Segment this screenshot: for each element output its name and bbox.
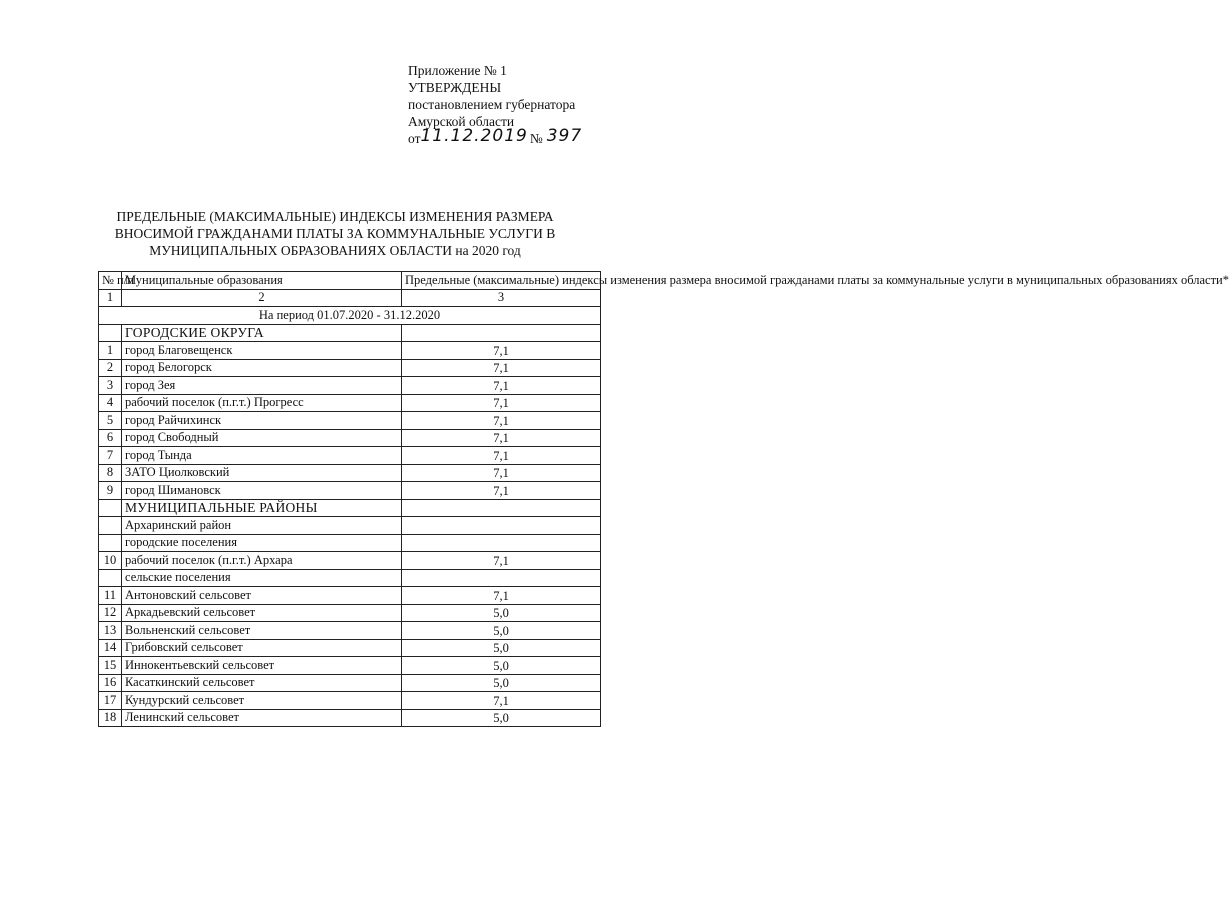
appendix-label: Приложение № 1 — [408, 63, 507, 78]
from-label: от — [408, 131, 421, 146]
municipality-name: Кундурский сельсовет — [122, 692, 402, 710]
table-row — [99, 569, 601, 587]
municipality-name: Грибовский сельсовет — [122, 639, 402, 657]
indices-table — [98, 271, 1229, 727]
header-row — [99, 272, 601, 290]
index-value: 5,0 — [402, 604, 601, 622]
row-number: 5 — [99, 412, 122, 430]
row-number: 15 — [99, 657, 122, 675]
table-row — [99, 587, 601, 605]
index-value: 5,0 — [402, 622, 601, 640]
table-row — [99, 342, 601, 360]
table-row — [99, 692, 601, 710]
date-number-line — [408, 126, 583, 147]
row-number: 2 — [99, 359, 122, 377]
header-number: № п/п — [99, 272, 122, 290]
municipality-name: город Зея — [122, 377, 402, 395]
header-index: Предельные (максимальные) индексы изменения размера вносимой гражданами платы за коммунальные услуги в муниципальных образованиях области* — [402, 272, 601, 290]
municipality-name: Иннокентьевский сельсовет — [122, 657, 402, 675]
document-title — [100, 208, 570, 259]
header-municipality: Муниципальные образования — [122, 272, 402, 290]
row-number: 14 — [99, 639, 122, 657]
index-value-empty — [402, 517, 601, 535]
title-line-3: МУНИЦИПАЛЬНЫХ ОБРАЗОВАНИЯХ ОБЛАСТИ на 2020 год — [149, 243, 521, 258]
municipality-name: город Шимановск — [122, 482, 402, 500]
number-label: № — [529, 131, 543, 146]
row-number: 17 — [99, 692, 122, 710]
table-row — [99, 394, 601, 412]
table-row — [99, 674, 601, 692]
row-number-empty — [99, 324, 122, 342]
municipality-name: ЗАТО Циолковский — [122, 464, 402, 482]
district-heading: Архаринский район — [122, 517, 402, 535]
row-number: 1 — [99, 342, 122, 360]
index-value: 7,1 — [402, 377, 601, 395]
table-row — [99, 429, 601, 447]
index-value: 7,1 — [402, 587, 601, 605]
title-line-2: ВНОСИМОЙ ГРАЖДАНАМИ ПЛАТЫ ЗА КОММУНАЛЬНЫЕ УСЛУГИ В — [114, 226, 556, 241]
table-row — [99, 552, 601, 570]
table-row — [99, 377, 601, 395]
municipality-name: город Тында — [122, 447, 402, 465]
table-row — [99, 412, 601, 430]
table-row — [99, 517, 601, 535]
municipality-name: Ленинский сельсовет — [122, 709, 402, 727]
table-row — [99, 359, 601, 377]
municipality-name: Вольненский сельсовет — [122, 622, 402, 640]
table-row — [99, 482, 601, 500]
index-value-empty — [402, 324, 601, 342]
index-value: 7,1 — [402, 464, 601, 482]
table-row — [99, 657, 601, 675]
row-number: 10 — [99, 552, 122, 570]
table-row — [99, 447, 601, 465]
index-value-empty — [402, 534, 601, 552]
row-number-empty — [99, 499, 122, 517]
row-number: 3 — [99, 377, 122, 395]
row-number: 16 — [99, 674, 122, 692]
index-value: 7,1 — [402, 692, 601, 710]
settlement-group-label: сельские поселения — [122, 569, 402, 587]
index-value: 5,0 — [402, 639, 601, 657]
index-value-empty — [402, 569, 601, 587]
table-row — [99, 639, 601, 657]
index-value: 7,1 — [402, 359, 601, 377]
handwritten-date: 11.12.2019 — [420, 126, 528, 146]
index-value: 5,0 — [402, 709, 601, 727]
section-heading: МУНИЦИПАЛЬНЫЕ РАЙОНЫ — [122, 499, 402, 517]
period-row — [99, 307, 601, 325]
municipality-name: рабочий поселок (п.г.т.) Архара — [122, 552, 402, 570]
table-row — [99, 709, 601, 727]
column-number: 1 — [99, 289, 122, 307]
column-number: 3 — [402, 289, 601, 307]
table-row — [99, 534, 601, 552]
index-value: 7,1 — [402, 552, 601, 570]
table-row — [99, 622, 601, 640]
index-value: 7,1 — [402, 394, 601, 412]
section-heading: ГОРОДСКИЕ ОКРУГА — [122, 324, 402, 342]
row-number: 6 — [99, 429, 122, 447]
row-number: 7 — [99, 447, 122, 465]
column-number: 2 — [122, 289, 402, 307]
row-number: 9 — [99, 482, 122, 500]
municipality-name: Антоновский сельсовет — [122, 587, 402, 605]
municipality-name: Касаткинский сельсовет — [122, 674, 402, 692]
municipality-name: город Райчихинск — [122, 412, 402, 430]
table-body — [99, 324, 601, 727]
municipality-name: город Благовещенск — [122, 342, 402, 360]
index-value: 7,1 — [402, 412, 601, 430]
municipality-name: Аркадьевский сельсовет — [122, 604, 402, 622]
column-number-row — [99, 289, 601, 307]
index-value: 7,1 — [402, 342, 601, 360]
row-number: 11 — [99, 587, 122, 605]
index-value: 5,0 — [402, 674, 601, 692]
period-label: На период 01.07.2020 - 31.12.2020 — [99, 307, 601, 325]
municipality-name: город Свободный — [122, 429, 402, 447]
index-value: 7,1 — [402, 447, 601, 465]
row-number: 13 — [99, 622, 122, 640]
municipality-name: рабочий поселок (п.г.т.) Прогресс — [122, 394, 402, 412]
settlement-group-label: городские поселения — [122, 534, 402, 552]
row-number-empty — [99, 534, 122, 552]
row-number-empty — [99, 517, 122, 535]
approval-block — [408, 62, 582, 147]
table-row — [99, 604, 601, 622]
row-number: 18 — [99, 709, 122, 727]
title-line-1: ПРЕДЕЛЬНЫЕ (МАКСИМАЛЬНЫЕ) ИНДЕКСЫ ИЗМЕНЕНИЯ РАЗМЕРА — [116, 209, 554, 224]
municipality-name: город Белогорск — [122, 359, 402, 377]
handwritten-number: 397 — [546, 126, 583, 146]
row-number-empty — [99, 569, 122, 587]
index-value: 7,1 — [402, 429, 601, 447]
approved-label: УТВЕРЖДЕНЫ — [408, 80, 502, 95]
table-row — [99, 324, 601, 342]
row-number: 12 — [99, 604, 122, 622]
index-value: 5,0 — [402, 657, 601, 675]
table-row — [99, 464, 601, 482]
region-label: Амурской области — [408, 114, 515, 129]
table-row — [99, 499, 601, 517]
index-value-empty — [402, 499, 601, 517]
resolution-label: постановлением губернатора — [408, 97, 576, 112]
row-number: 8 — [99, 464, 122, 482]
row-number: 4 — [99, 394, 122, 412]
index-value: 7,1 — [402, 482, 601, 500]
